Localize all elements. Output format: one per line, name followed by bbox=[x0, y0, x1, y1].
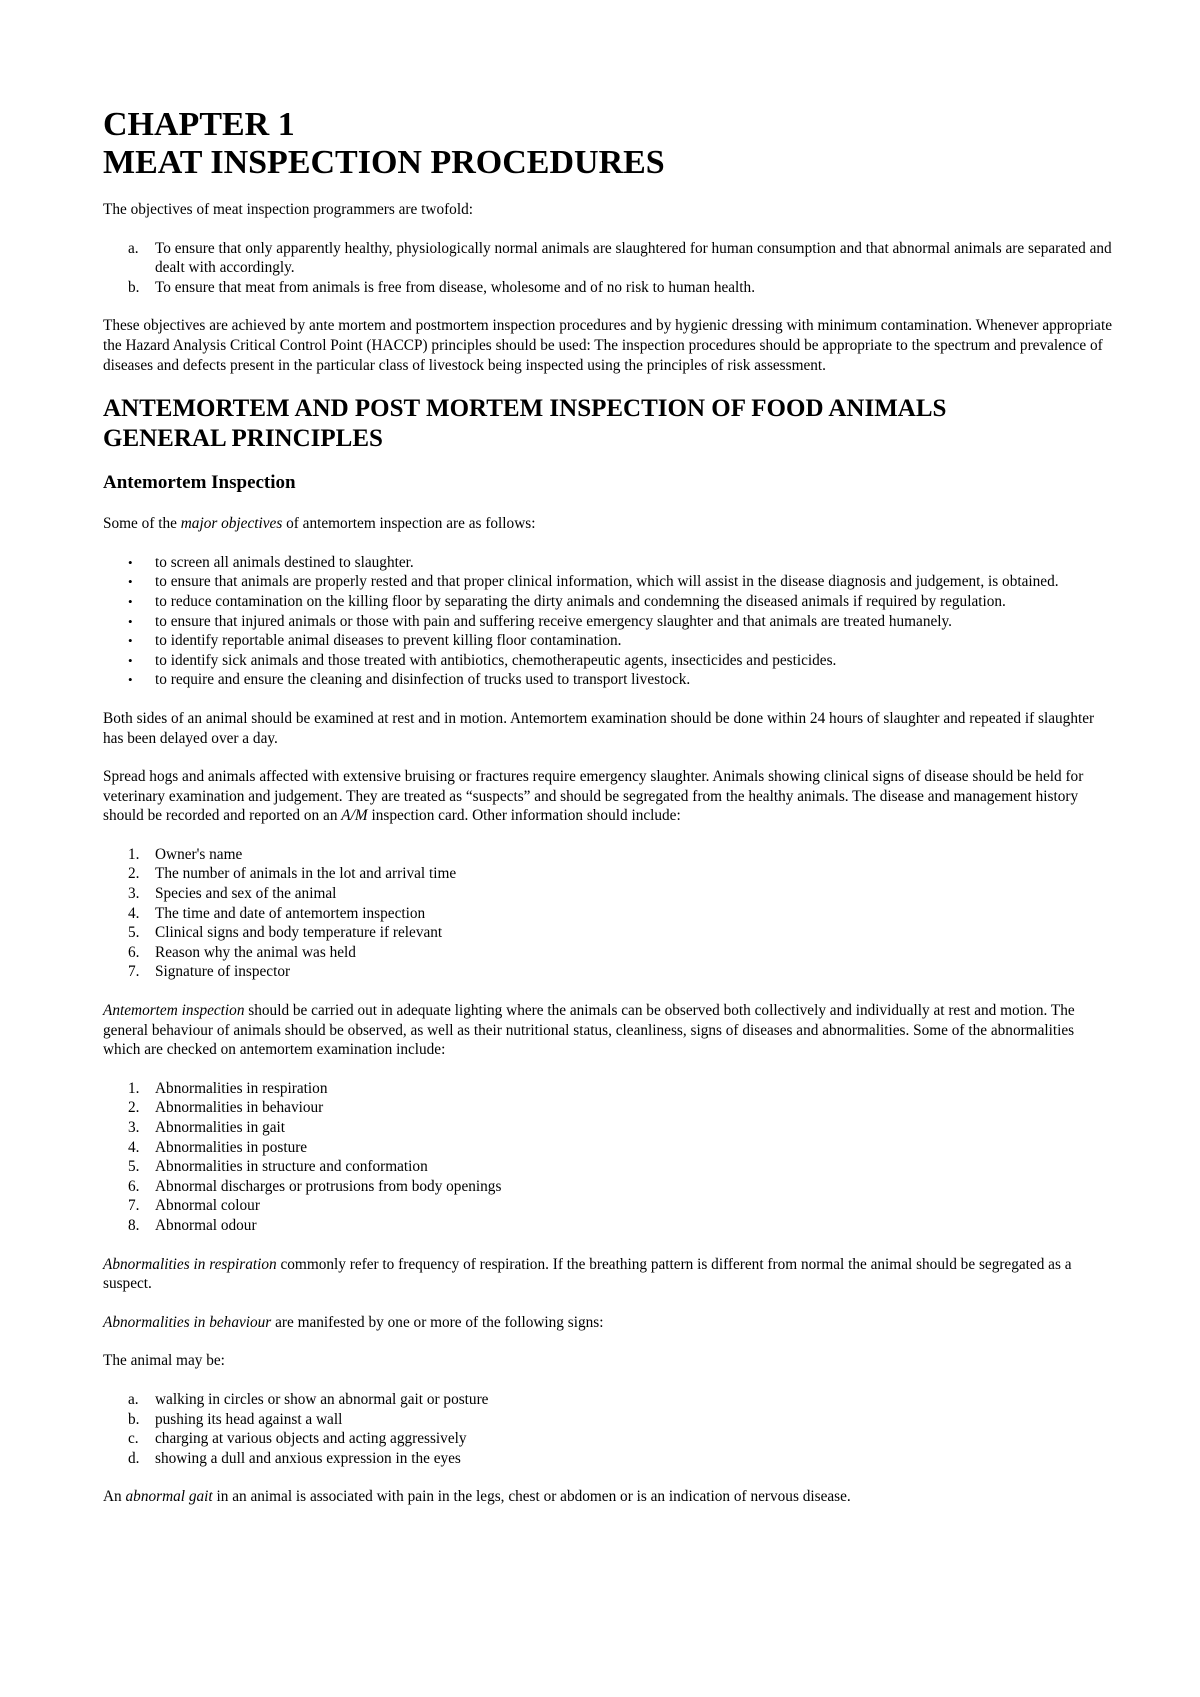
list-item: • to require and ensure the cleaning and disinfection of trucks used to transport livestock. bbox=[128, 671, 691, 689]
chapter-title bbox=[103, 106, 1113, 182]
list-item: 5. Clinical signs and body temperature if relevant bbox=[128, 924, 443, 942]
behaviour-signs-list bbox=[103, 1390, 1113, 1468]
chapter-name: MEAT INSPECTION PROCEDURES bbox=[103, 144, 665, 181]
list-item: • to identify reportable animal diseases to prevent killing floor contamination. bbox=[128, 632, 622, 650]
list-item: • to ensure that injured animals or those with pain and suffering receive emergency slaughter and that animals are treated humanely. bbox=[128, 612, 952, 630]
bullet-icon: • bbox=[128, 672, 133, 688]
card-info-list bbox=[103, 845, 1113, 982]
list-item: 5. Abnormalities in structure and conformation bbox=[128, 1158, 428, 1176]
respiration-paragraph: Abnormalities in respiration commonly refer to frequency of respiration. If the breathing pattern is different from normal the animal should be segregated as a suspect. bbox=[103, 1255, 1072, 1293]
list-item: 7. Signature of inspector bbox=[128, 963, 291, 981]
list-item: 6. Abnormal discharges or protrusions from body openings bbox=[128, 1177, 502, 1195]
bullet-icon: • bbox=[128, 633, 133, 649]
list-item: 2. Abnormalities in behaviour bbox=[128, 1099, 324, 1117]
list-item: • to screen all animals destined to slaughter. bbox=[128, 553, 414, 571]
list-item: 1. Abnormalities in respiration bbox=[128, 1079, 328, 1097]
objectives-list bbox=[103, 239, 1113, 298]
bullet-icon: • bbox=[128, 593, 133, 609]
list-item: 3. Abnormalities in gait bbox=[128, 1119, 286, 1136]
list-item: • to reduce contamination on the killing floor by separating the dirty animals and condemning the diseased animals if required by regulation. bbox=[128, 592, 1006, 610]
list-item: 6. Reason why the animal was held bbox=[128, 943, 356, 961]
bullet-icon: • bbox=[128, 652, 133, 668]
list-item: 4. The time and date of antemortem inspection bbox=[128, 904, 426, 922]
bullet-icon: • bbox=[128, 574, 133, 590]
abnormalities-list bbox=[103, 1079, 1113, 1236]
list-item: • to identify sick animals and those treated with antibiotics, chemotherapeutic agents, insecticides and pesticides. bbox=[128, 651, 837, 669]
animal-may-be-paragraph: The animal may be: bbox=[103, 1352, 225, 1370]
list-item: b. pushing its head against a wall bbox=[128, 1410, 343, 1428]
section-heading-line2: GENERAL PRINCIPLES bbox=[103, 425, 383, 453]
section-heading-line1: ANTEMORTEM AND POST MORTEM INSPECTION OF FOOD ANIMALS bbox=[103, 395, 947, 423]
intro-paragraph: The objectives of meat inspection programmers are twofold: bbox=[103, 201, 473, 218]
bullet-icon: • bbox=[128, 613, 133, 629]
lighting-paragraph: Antemortem inspection should be carried out in adequate lighting where the animals can be observed both collectively and individually at rest and motion. The general behaviour of animals should be observed, as well as their nutritional status, cleanliness, signs of diseases and abnormalities. Some of the abnormalities which are checked on antemortem examination include: bbox=[103, 1002, 1075, 1059]
subsection-heading: Antemortem Inspection bbox=[103, 472, 296, 494]
major-objectives-list bbox=[103, 553, 1113, 690]
list-item: • to ensure that animals are properly rested and that proper clinical information, which will assist in the disease diagnosis and judgement, is obtained. bbox=[128, 573, 1059, 591]
list-item: 8. Abnormal odour bbox=[128, 1216, 257, 1234]
section-heading bbox=[103, 394, 1113, 454]
gait-paragraph: An abnormal gait in an animal is associated with pain in the legs, chest or abdomen or is an indication of nervous disease. bbox=[103, 1488, 851, 1506]
list-item: c. charging at various objects and acting aggressively bbox=[128, 1430, 467, 1448]
emergency-slaughter-paragraph: Spread hogs and animals affected with extensive bruising or fractures require emergency slaughter. Animals showing clinical signs of disease should be held for veterinary examination and judgement. They are treated as “suspects” and should be segregated from the healthy animals. The disease and management history should be recorded and reported on an A/M inspection card. Other information should include: bbox=[103, 768, 1084, 825]
list-item: 4. Abnormalities in posture bbox=[128, 1138, 308, 1156]
bullet-icon: • bbox=[128, 554, 133, 570]
document-page bbox=[103, 92, 1113, 1526]
list-item: a. To ensure that only apparently healthy, physiologically normal animals are slaughtered for human consumption and that abnormal animals are separated and dealt with accordingly. bbox=[128, 239, 1112, 277]
haccp-paragraph: These objectives are achieved by ante mortem and postmortem inspection procedures and by hygienic dressing with minimum contamination. Whenever appropriate the Hazard Analysis Critical Control Point (HACCP) principles should be used: The inspection procedures should be appropriate to the spectrum and prevalence of diseases and defects present in the particular class of livestock being inspected using the principles of risk assessment. bbox=[103, 317, 1113, 374]
list-item: 1. Owner's name bbox=[128, 845, 243, 863]
major-objectives-intro: Some of the major objectives of antemortem inspection are as follows: bbox=[103, 515, 536, 533]
behaviour-paragraph: Abnormalities in behaviour are manifested by one or more of the following signs: bbox=[103, 1313, 604, 1331]
examination-paragraph: Both sides of an animal should be examined at rest and in motion. Antemortem examination should be done within 24 hours of slaughter and repeated if slaughter has been delayed over a day. bbox=[103, 709, 1095, 747]
list-item: b. To ensure that meat from animals is free from disease, wholesome and of no risk to human health. bbox=[128, 278, 756, 296]
list-item: 2. The number of animals in the lot and arrival time bbox=[128, 865, 457, 883]
list-item: 3. Species and sex of the animal bbox=[128, 885, 337, 903]
list-item: d. showing a dull and anxious expression in the eyes bbox=[128, 1449, 461, 1467]
list-item: 7. Abnormal colour bbox=[128, 1197, 260, 1215]
list-item: a. walking in circles or show an abnormal gait or posture bbox=[128, 1390, 489, 1408]
chapter-number: CHAPTER 1 bbox=[103, 106, 295, 143]
